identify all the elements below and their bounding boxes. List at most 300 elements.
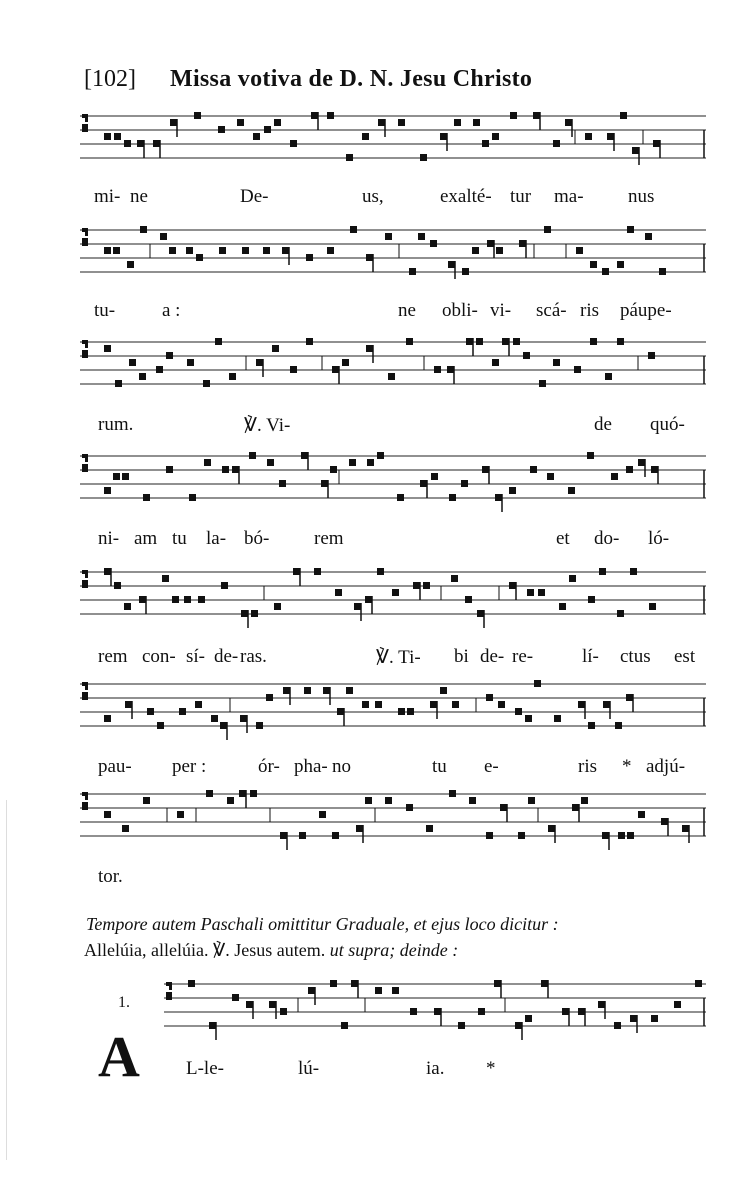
- neume-note: [615, 722, 622, 729]
- neume-note: [140, 226, 147, 233]
- neume-note: [590, 338, 597, 345]
- neume-note: [653, 140, 660, 147]
- neume-note: [392, 987, 399, 994]
- neume-note: [413, 582, 420, 589]
- lyric-syllable: ne: [398, 300, 416, 321]
- neume-note: [366, 345, 373, 352]
- neume-note: [206, 790, 213, 797]
- neume-note: [510, 112, 517, 119]
- neume-note: [548, 825, 555, 832]
- neume-note: [332, 832, 339, 839]
- neume-note: [638, 459, 645, 466]
- neume-note: [418, 233, 425, 240]
- neume-note: [482, 140, 489, 147]
- lyric-syllable: vi-: [490, 300, 512, 321]
- neume-note: [398, 119, 405, 126]
- neume-note: [440, 687, 447, 694]
- lyric-syllable: ór-: [258, 756, 280, 777]
- lyric-syllable: scá-: [536, 300, 567, 321]
- chant-staff: [80, 452, 706, 508]
- neume-note: [143, 797, 150, 804]
- neume-note: [195, 701, 202, 708]
- neume-note: [527, 589, 534, 596]
- neume-note: [241, 610, 248, 617]
- neume-note: [124, 603, 131, 610]
- lyric-syllable: ris: [580, 300, 599, 321]
- neume-note: [486, 832, 493, 839]
- neume-note: [607, 133, 614, 140]
- neume-note: [203, 380, 210, 387]
- neume-note: [354, 603, 361, 610]
- neume-note: [598, 1001, 605, 1008]
- neume-note: [585, 133, 592, 140]
- chant-staff: [80, 790, 706, 846]
- chant-staff: [164, 980, 706, 1036]
- neume-note: [515, 708, 522, 715]
- lyric-syllable: am: [134, 528, 158, 549]
- neume-note: [599, 568, 606, 575]
- neume-note: [534, 680, 541, 687]
- drop-cap-initial: A: [98, 1024, 140, 1089]
- neume-note: [177, 811, 184, 818]
- neume-note: [626, 694, 633, 701]
- neume-note: [264, 126, 271, 133]
- neume-note: [614, 1022, 621, 1029]
- neume-note: [651, 1015, 658, 1022]
- neume-note: [186, 247, 193, 254]
- lyric-syllable: tur: [510, 186, 532, 207]
- neume-note: [104, 133, 111, 140]
- neume-note: [627, 226, 634, 233]
- chant-staff: [80, 338, 706, 394]
- neume-note: [651, 466, 658, 473]
- lyric-syllable: de-: [480, 646, 505, 667]
- neume-note: [477, 610, 484, 617]
- neume-note: [661, 818, 668, 825]
- neume-note: [581, 797, 588, 804]
- neume-note: [356, 825, 363, 832]
- neume-note: [215, 338, 222, 345]
- neume-note: [342, 359, 349, 366]
- neume-note: [449, 494, 456, 501]
- neume-note: [122, 473, 129, 480]
- neume-note: [299, 832, 306, 839]
- neume-note: [321, 480, 328, 487]
- neume-note: [630, 568, 637, 575]
- neume-note: [366, 254, 373, 261]
- neume-note: [553, 140, 560, 147]
- lyric-syllable: ris: [578, 756, 597, 777]
- neume-note: [519, 240, 526, 247]
- neume-note: [473, 119, 480, 126]
- neume-note: [280, 1008, 287, 1015]
- neume-note: [104, 715, 111, 722]
- neume-note: [375, 987, 382, 994]
- neume-note: [349, 459, 356, 466]
- lyric-syllable: sí-: [186, 646, 205, 667]
- neume-note: [272, 345, 279, 352]
- neume-note: [104, 568, 111, 575]
- neume-note: [172, 596, 179, 603]
- chant-staff: [80, 112, 706, 168]
- neume-note: [267, 459, 274, 466]
- neume-note: [406, 804, 413, 811]
- neume-note: [554, 715, 561, 722]
- neume-note: [153, 140, 160, 147]
- neume-note: [221, 582, 228, 589]
- neume-note: [139, 373, 146, 380]
- neume-note: [139, 596, 146, 603]
- lyric-syllable: tu: [172, 528, 187, 549]
- neume-note: [290, 366, 297, 373]
- neume-note: [166, 466, 173, 473]
- neume-note: [114, 582, 121, 589]
- neume-note: [367, 459, 374, 466]
- neume-note: [562, 1008, 569, 1015]
- neume-note: [269, 1001, 276, 1008]
- verse-number: 1.: [118, 994, 130, 1011]
- neume-note: [434, 366, 441, 373]
- neume-note: [306, 338, 313, 345]
- neume-note: [487, 240, 494, 247]
- neume-note: [198, 596, 205, 603]
- neume-note: [332, 366, 339, 373]
- neume-note: [222, 466, 229, 473]
- page-number: [102]: [84, 66, 136, 92]
- clef-icon: [82, 228, 88, 246]
- neume-note: [495, 494, 502, 501]
- neume-note: [346, 154, 353, 161]
- neume-note: [242, 247, 249, 254]
- neume-note: [682, 825, 689, 832]
- neume-note: [274, 119, 281, 126]
- lyric-syllable: nus: [628, 186, 655, 207]
- clef-icon: [82, 570, 88, 588]
- neume-note: [588, 722, 595, 729]
- neume-note: [397, 494, 404, 501]
- lyric-syllable: ctus: [620, 646, 651, 667]
- neume-note: [330, 466, 337, 473]
- neume-note: [327, 112, 334, 119]
- neume-note: [518, 832, 525, 839]
- neume-note: [530, 466, 537, 473]
- neume-note: [574, 366, 581, 373]
- neume-note: [293, 568, 300, 575]
- neume-note: [365, 596, 372, 603]
- lyric-syllable: con-: [142, 646, 176, 667]
- lyric-syllable: est: [674, 646, 696, 667]
- neume-note: [578, 701, 585, 708]
- rubric-line: [86, 914, 716, 935]
- neume-note: [253, 133, 260, 140]
- neume-note: [525, 1015, 532, 1022]
- neume-note: [122, 825, 129, 832]
- lyric-syllable: ia.: [426, 1058, 445, 1079]
- neume-note: [385, 233, 392, 240]
- neume-note: [113, 247, 120, 254]
- neume-note: [617, 261, 624, 268]
- neume-note: [104, 487, 111, 494]
- lyric-syllable: de: [594, 414, 612, 435]
- neume-note: [617, 610, 624, 617]
- neume-note: [187, 359, 194, 366]
- neume-note: [263, 247, 270, 254]
- neume-note: [407, 708, 414, 715]
- neume-note: [544, 226, 551, 233]
- lyric-syllable: rum.: [98, 414, 134, 435]
- neume-note: [211, 715, 218, 722]
- neume-note: [350, 226, 357, 233]
- neume-note: [125, 701, 132, 708]
- neume-note: [513, 338, 520, 345]
- neume-note: [576, 247, 583, 254]
- lyric-syllable: obli-: [442, 300, 478, 321]
- neume-note: [282, 247, 289, 254]
- neume-note: [559, 603, 566, 610]
- neume-note: [469, 797, 476, 804]
- rubric-line: [84, 940, 714, 961]
- lyric-syllable: no: [332, 756, 351, 777]
- lyric-syllable: lú-: [298, 1058, 320, 1079]
- neume-note: [256, 359, 263, 366]
- neume-note: [431, 473, 438, 480]
- lyric-syllable: tu-: [94, 300, 116, 321]
- clef-icon: [82, 454, 88, 472]
- neume-note: [420, 480, 427, 487]
- lyric-syllable: ne: [130, 186, 148, 207]
- neume-note: [451, 575, 458, 582]
- neume-note: [423, 582, 430, 589]
- lyric-syllable: exalté-: [440, 186, 492, 207]
- neume-note: [346, 687, 353, 694]
- neume-note: [388, 373, 395, 380]
- neume-note: [649, 603, 656, 610]
- neume-note: [630, 1015, 637, 1022]
- neume-note: [568, 487, 575, 494]
- neume-note: [632, 147, 639, 154]
- neume-note: [466, 338, 473, 345]
- neume-note: [533, 112, 540, 119]
- neume-note: [385, 797, 392, 804]
- neume-note: [648, 352, 655, 359]
- neume-note: [137, 140, 144, 147]
- lyric-syllable: re-: [512, 646, 534, 667]
- neume-note: [251, 610, 258, 617]
- neume-note: [280, 832, 287, 839]
- neume-note: [588, 596, 595, 603]
- neume-note: [209, 1022, 216, 1029]
- neume-note: [219, 247, 226, 254]
- lyric-syllable: a :: [162, 300, 181, 321]
- neume-note: [461, 480, 468, 487]
- neume-note: [341, 1022, 348, 1029]
- neume-note: [232, 466, 239, 473]
- neume-note: [166, 352, 173, 359]
- neume-note: [578, 1008, 585, 1015]
- neume-note: [113, 473, 120, 480]
- clef-icon: [82, 682, 88, 700]
- neume-note: [147, 708, 154, 715]
- neume-note: [335, 589, 342, 596]
- neume-note: [602, 268, 609, 275]
- neume-note: [194, 112, 201, 119]
- neume-note: [170, 119, 177, 126]
- neume-note: [486, 694, 493, 701]
- neume-note: [515, 1022, 522, 1029]
- lyric-syllable: us,: [362, 186, 384, 207]
- lyric-syllable: tor.: [98, 866, 123, 887]
- lyric-syllable: adjú-: [646, 756, 686, 777]
- neume-note: [478, 1008, 485, 1015]
- page-edge-line: [6, 800, 7, 1160]
- neume-note: [104, 811, 111, 818]
- neume-note: [351, 980, 358, 987]
- page-header: [84, 66, 724, 106]
- lyric-syllable: *: [486, 1058, 496, 1079]
- neume-note: [509, 582, 516, 589]
- neume-note: [311, 112, 318, 119]
- neume-note: [240, 715, 247, 722]
- neume-note: [492, 133, 499, 140]
- neume-note: [565, 119, 572, 126]
- neume-note: [330, 980, 337, 987]
- neume-note: [204, 459, 211, 466]
- neume-note: [114, 133, 121, 140]
- neume-note: [494, 980, 501, 987]
- neume-note: [500, 804, 507, 811]
- lyric-syllable: bó-: [244, 528, 270, 549]
- neume-note: [239, 790, 246, 797]
- neume-note: [449, 790, 456, 797]
- lyric-syllable: ló-: [648, 528, 670, 549]
- neume-note: [509, 487, 516, 494]
- lyric-syllable: ℣. Ti-: [376, 647, 421, 668]
- neume-note: [605, 373, 612, 380]
- neume-note: [362, 701, 369, 708]
- lyric-syllable: do-: [594, 528, 620, 549]
- neume-note: [227, 797, 234, 804]
- neume-note: [638, 811, 645, 818]
- neume-note: [160, 233, 167, 240]
- neume-note: [447, 366, 454, 373]
- clef-icon: [82, 340, 88, 358]
- lyric-syllable: lí-: [582, 646, 599, 667]
- chant-staff: [80, 568, 706, 624]
- neume-note: [528, 797, 535, 804]
- neume-note: [250, 790, 257, 797]
- neume-note: [232, 994, 239, 1001]
- neume-note: [462, 268, 469, 275]
- chant-staff: [80, 226, 706, 282]
- neume-note: [115, 380, 122, 387]
- neume-note: [627, 832, 634, 839]
- neume-note: [365, 797, 372, 804]
- neume-note: [482, 466, 489, 473]
- page-title: Missa votiva de D. N. Jesu Christo: [170, 66, 533, 92]
- neume-note: [377, 568, 384, 575]
- neume-note: [327, 247, 334, 254]
- lyric-syllable: ℣. Vi-: [244, 415, 291, 436]
- neume-note: [157, 722, 164, 729]
- neume-note: [237, 119, 244, 126]
- neume-note: [496, 247, 503, 254]
- chant-staff: [80, 680, 706, 736]
- neume-note: [319, 811, 326, 818]
- neume-note: [127, 261, 134, 268]
- neume-note: [378, 119, 385, 126]
- clef-icon: [82, 792, 88, 810]
- neume-note: [448, 261, 455, 268]
- rubric-italic-text: ut supra; deinde :: [329, 940, 459, 960]
- rubric-text: Allelúia, allelúia. ℣. Jesus autem.: [84, 940, 326, 960]
- neume-note: [587, 452, 594, 459]
- neume-note: [645, 233, 652, 240]
- neume-note: [179, 708, 186, 715]
- neume-note: [539, 380, 546, 387]
- neume-note: [301, 452, 308, 459]
- neume-note: [440, 133, 447, 140]
- neume-note: [169, 247, 176, 254]
- neume-note: [274, 603, 281, 610]
- neume-note: [323, 687, 330, 694]
- lyric-syllable: de-: [214, 646, 239, 667]
- rubric-italic-text: Tempore autem Paschali omittitur Graduale, et ejus loco dicitur :: [86, 914, 559, 934]
- neume-note: [538, 589, 545, 596]
- neume-note: [162, 575, 169, 582]
- lyric-syllable: páupe-: [620, 300, 672, 321]
- neume-note: [434, 1008, 441, 1015]
- neume-note: [590, 261, 597, 268]
- neume-note: [220, 722, 227, 729]
- neume-note: [218, 126, 225, 133]
- lyric-syllable: L-le-: [186, 1058, 224, 1079]
- lyric-syllable: ma-: [554, 186, 584, 207]
- neume-note: [674, 1001, 681, 1008]
- neume-note: [229, 373, 236, 380]
- lyric-syllable: per :: [172, 756, 207, 777]
- neume-note: [572, 804, 579, 811]
- neume-note: [104, 247, 111, 254]
- neume-note: [472, 247, 479, 254]
- neume-note: [196, 254, 203, 261]
- lyric-syllable: ras.: [240, 646, 267, 667]
- neume-note: [426, 825, 433, 832]
- neume-note: [314, 568, 321, 575]
- neume-note: [337, 708, 344, 715]
- neume-note: [452, 701, 459, 708]
- neume-note: [502, 338, 509, 345]
- lyric-syllable: et: [556, 528, 570, 549]
- neume-note: [246, 1001, 253, 1008]
- neume-note: [377, 452, 384, 459]
- neume-note: [602, 832, 609, 839]
- neume-note: [279, 480, 286, 487]
- lyric-syllable: pau-: [98, 756, 132, 777]
- neume-note: [430, 701, 437, 708]
- neume-note: [406, 338, 413, 345]
- lyric-syllable: e-: [484, 756, 499, 777]
- lyric-syllable: ni-: [98, 528, 120, 549]
- neume-note: [523, 352, 530, 359]
- neume-note: [362, 133, 369, 140]
- lyric-syllable: quó-: [650, 414, 685, 435]
- lyric-syllable: rem: [314, 528, 344, 549]
- neume-note: [626, 466, 633, 473]
- neume-note: [541, 980, 548, 987]
- neume-note: [308, 987, 315, 994]
- neume-note: [525, 715, 532, 722]
- neume-note: [104, 345, 111, 352]
